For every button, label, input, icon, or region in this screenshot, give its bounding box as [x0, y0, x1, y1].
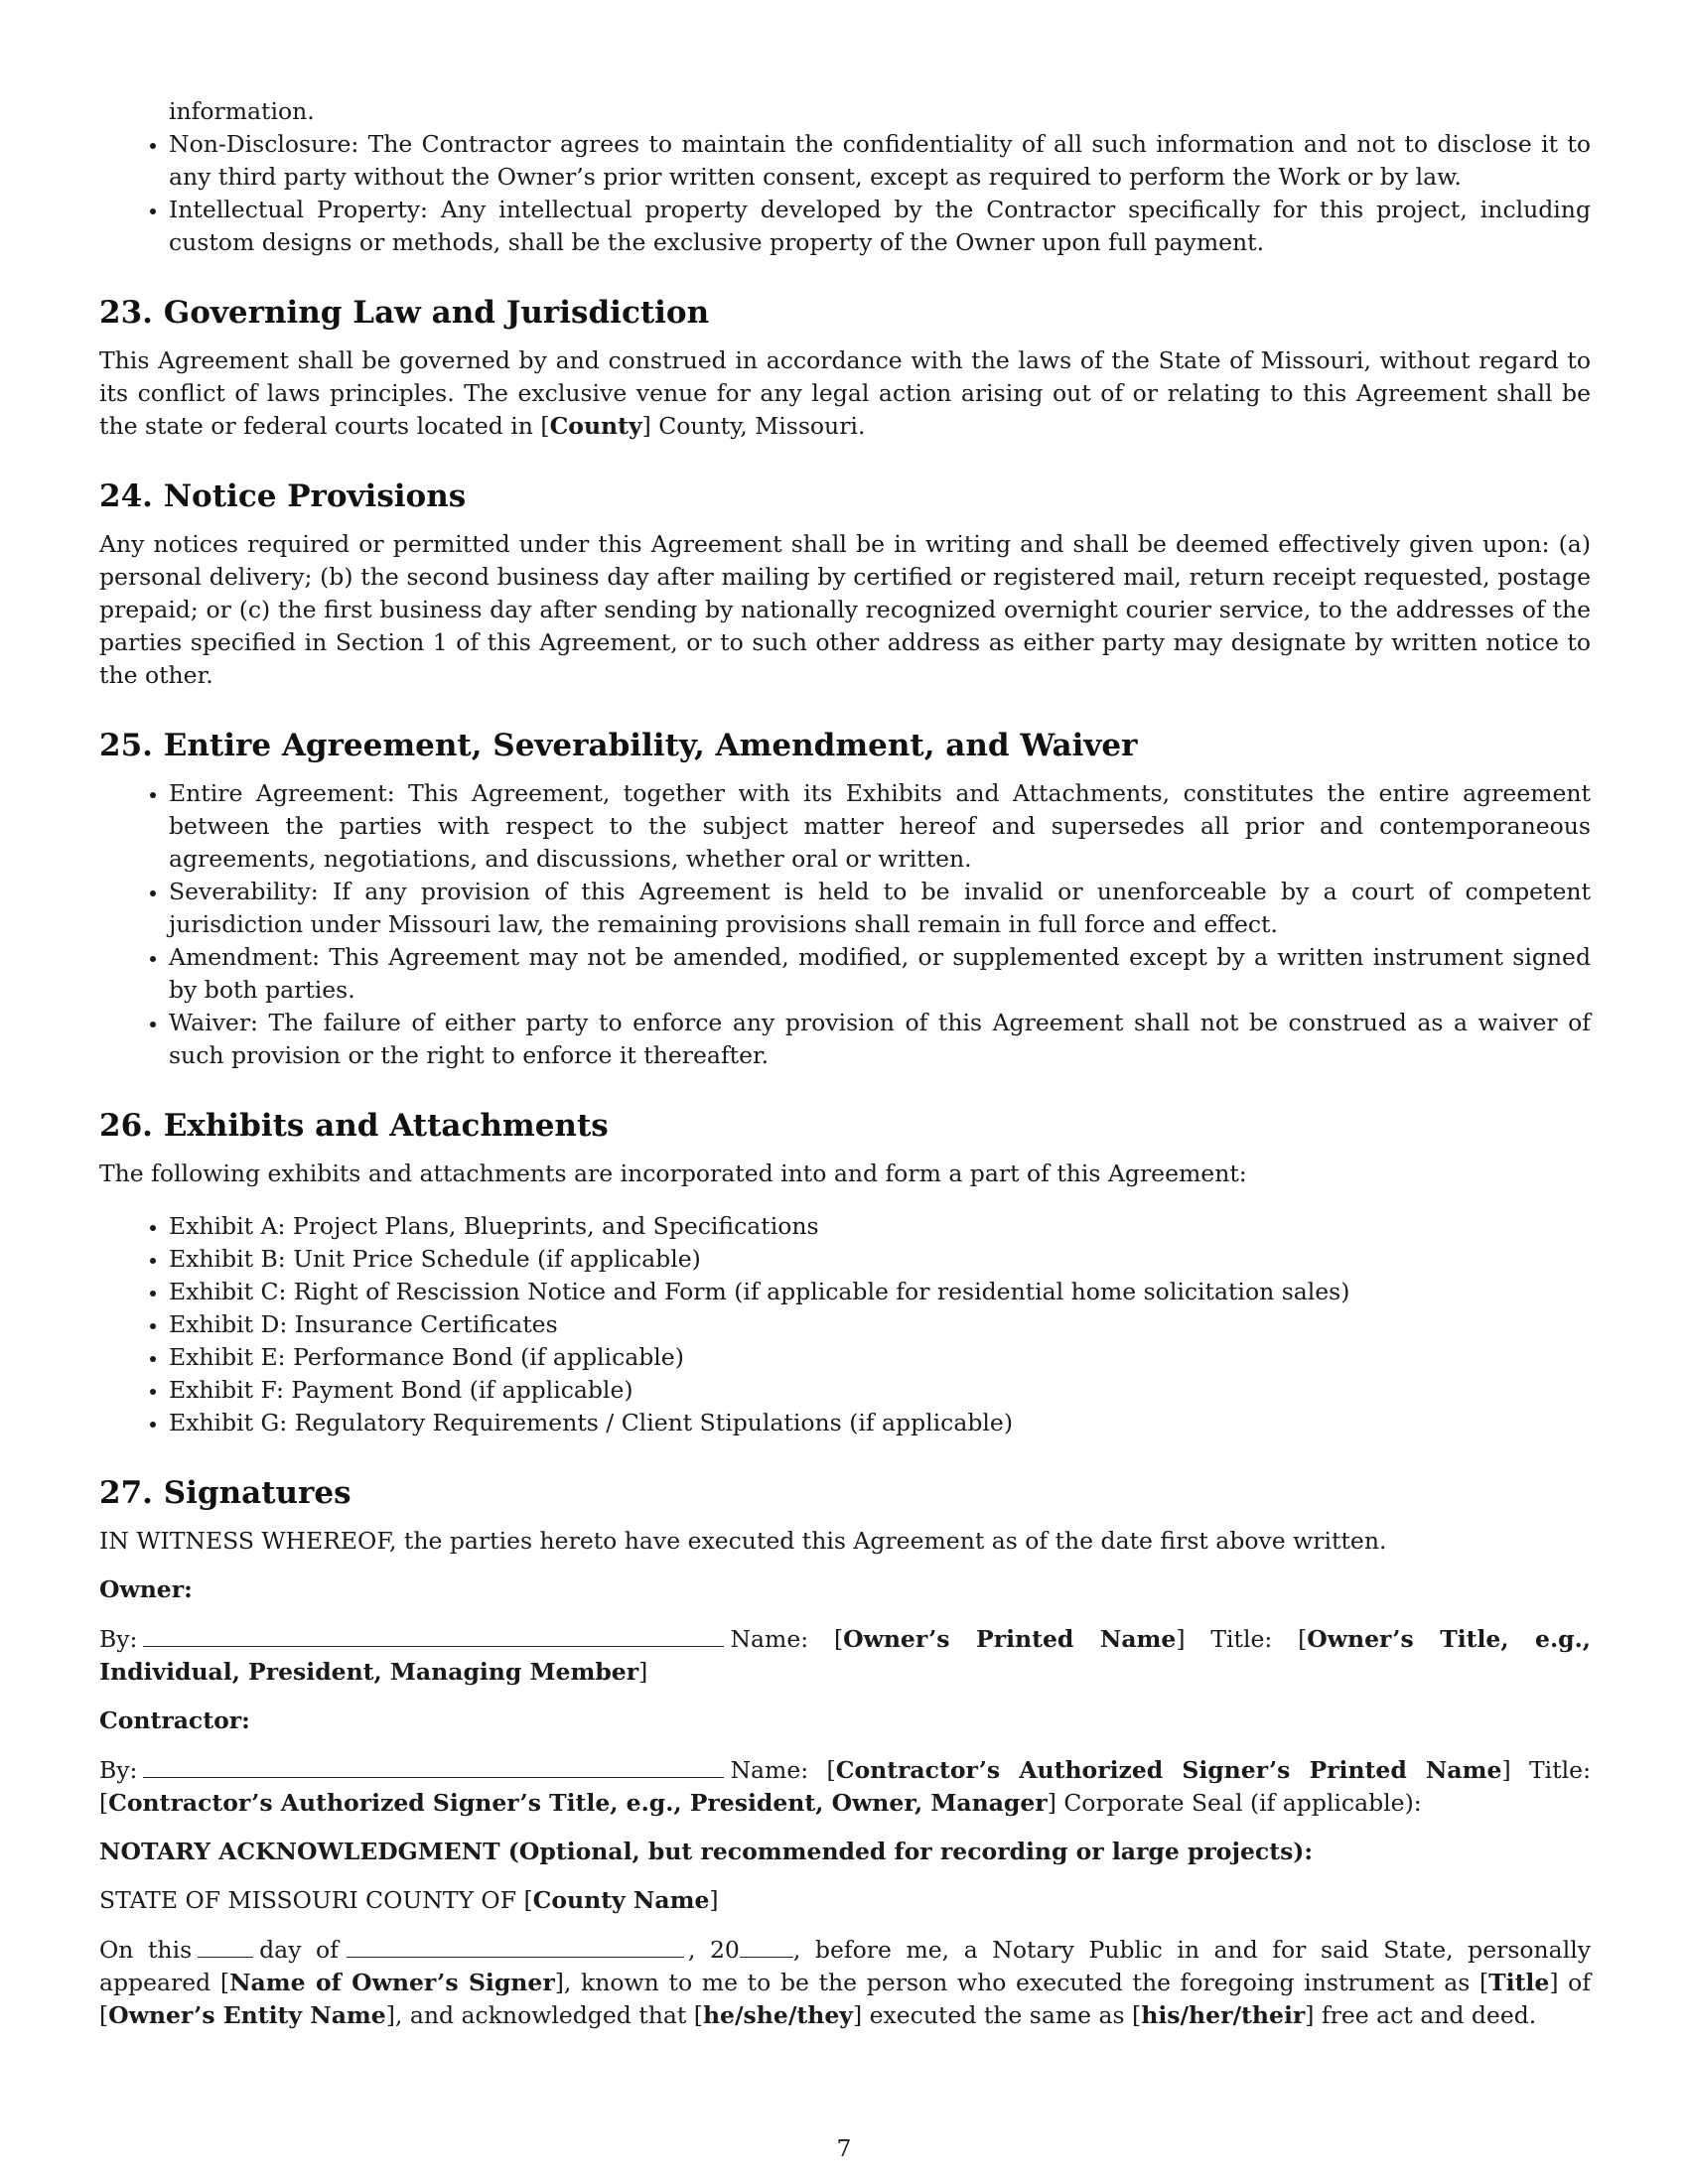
list-item: • Exhibit D: Insurance Certificates — [169, 1308, 1591, 1341]
list-item: • Exhibit C: Right of Rescission Notice and Form (if applicable for residential home solicitation sales) — [169, 1276, 1591, 1308]
list-item: • Waiver: The failure of either party to enforce any provision of this Agreement shall not be construed as a waiver of such provision or the right to enforce it thereafter. — [169, 1007, 1591, 1072]
list-item: • Non-Disclosure: The Contractor agrees to maintain the confidentiality of all such information and not to disclose it to any third party without the Owner’s prior written consent, except as required to perform the Work or by law. — [169, 128, 1591, 194]
notary-acknowledgment-text: On this day of , 20 , before me, a Notary Public in and for said State, personally appeared [Name of Owner’s Signer], known to me to be the person who executed the foregoing instrument as [Title] of [Owner’s Entity Name], and acknowledged that [he/she/they] executed the same as [his/her/their] free act and deed. — [99, 1933, 1591, 2032]
list-item: • Intellectual Property: Any intellectual property developed by the Contractor specifically for this project, including custom designs or methods, shall be the exclusive property of the Owner upon full payment. — [169, 194, 1591, 259]
section-23-text: This Agreement shall be governed by and construed in accordance with the laws of the State of Missouri, without regard to its conflict of laws principles. The exclusive venue for any legal action arising out of or relating to this Agreement shall be the state or federal courts located in [County] County, Missouri. — [99, 346, 1591, 440]
confidentiality-list — [99, 128, 1591, 259]
list-item: • Amendment: This Agreement may not be amended, modified, or supplemented except by a written instrument signed by both parties. — [169, 941, 1591, 1007]
section-25-list — [99, 777, 1591, 1072]
contractor-label: Contractor: — [99, 1706, 250, 1734]
list-item: • Exhibit E: Performance Bond (if applicable) — [169, 1341, 1591, 1374]
section-25-heading: 25. Entire Agreement, Severability, Amendment, and Waiver — [99, 728, 1138, 763]
list-item: • Severability: If any provision of this Agreement is held to be invalid or unenforceable by a court of competent jurisdiction under Missouri law, the remaining provisions shall remain in full force and effect. — [169, 876, 1591, 941]
section-26-heading: 26. Exhibits and Attachments — [99, 1108, 609, 1144]
continuation-text: information. — [169, 97, 315, 125]
section-24-heading: 24. Notice Provisions — [99, 478, 467, 514]
exhibits-list — [99, 1210, 1591, 1439]
list-item: • Entire Agreement: This Agreement, together with its Exhibits and Attachments, constitutes the entire agreement between the parties with respect to the subject matter hereof and supersedes all prior and contemporaneous agreements, negotiations, and discussions, whether oral or written. — [169, 777, 1591, 876]
list-item: • Exhibit A: Project Plans, Blueprints, and Specifications — [169, 1210, 1591, 1243]
owner-label: Owner: — [99, 1575, 193, 1603]
list-item: • Exhibit B: Unit Price Schedule (if applicable) — [169, 1243, 1591, 1276]
contractor-signature-block: By: Name: [Contractor’s Authorized Signer’s Printed Name] Title: [Contractor’s Authorized Signer’s Title, e.g., President, Owner, Manager] Corporate Seal (if applicable): — [99, 1753, 1591, 1820]
notary-year-blank[interactable] — [740, 1933, 793, 1958]
notary-day-blank[interactable] — [198, 1933, 253, 1958]
witness-text: IN WITNESS WHEREOF, the parties hereto have executed this Agreement as of the date first above written. — [99, 1527, 1387, 1555]
notary-state-county: STATE OF MISSOURI COUNTY OF [County Name] — [99, 1886, 719, 1914]
section-23-heading: 23. Governing Law and Jurisdiction — [99, 295, 710, 331]
notary-month-blank[interactable] — [347, 1933, 684, 1958]
page-number: 7 — [836, 2134, 852, 2162]
owner-signature-line[interactable] — [143, 1622, 724, 1647]
document-page — [99, 95, 1591, 2032]
list-item: • Exhibit G: Regulatory Requirements / Client Stipulations (if applicable) — [169, 1407, 1591, 1439]
section-27-heading: 27. Signatures — [99, 1475, 352, 1511]
contractor-signature-line[interactable] — [143, 1753, 724, 1778]
section-26-intro: The following exhibits and attachments are incorporated into and form a part of this Agreement: — [99, 1160, 1247, 1187]
list-item: • Exhibit F: Payment Bond (if applicable) — [169, 1374, 1591, 1407]
section-24-text: Any notices required or permitted under this Agreement shall be in writing and shall be deemed effectively given upon: (a) personal delivery; (b) the second business day after mailing by certified or registered mail, return receipt requested, postage prepaid; or (c) the first business day after sending by nationally recognized overnight courier service, to the addresses of the parties specified in Section 1 of this Agreement, or to such other address as either party may designate by written notice to the other. — [99, 530, 1591, 689]
notary-heading: NOTARY ACKNOWLEDGMENT (Optional, but recommended for recording or large projects): — [99, 1838, 1314, 1865]
owner-signature-block: By: Name: [Owner’s Printed Name] Title: [Owner’s Title, e.g., Individual, President, Managing Member] — [99, 1622, 1591, 1689]
